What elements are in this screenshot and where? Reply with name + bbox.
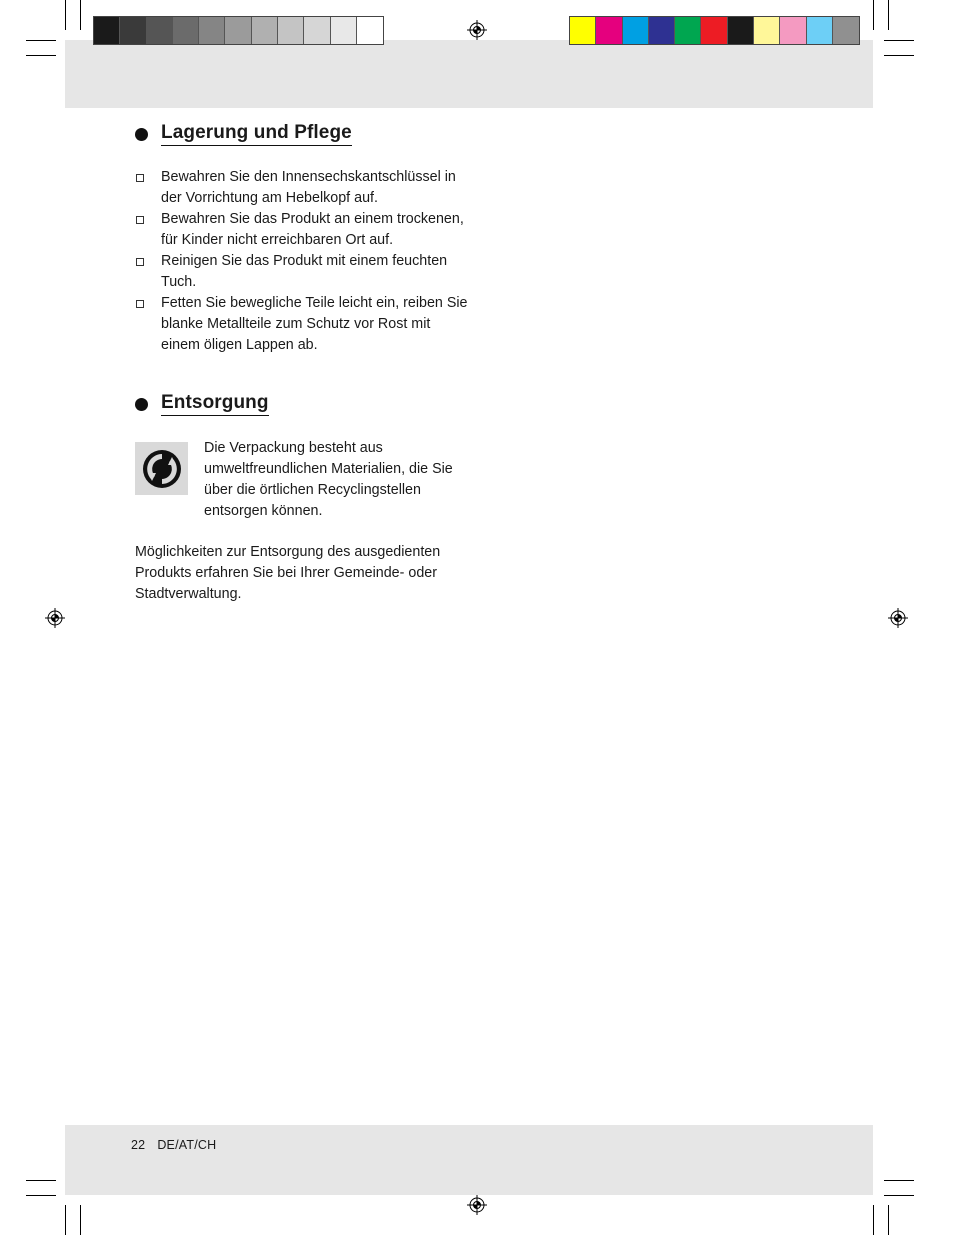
color-swatch — [570, 17, 596, 44]
color-swatch — [675, 17, 701, 44]
gray-swatch — [225, 17, 251, 44]
gray-swatch — [94, 17, 120, 44]
footer-band — [65, 1125, 873, 1195]
crop-mark — [873, 0, 874, 30]
color-swatch — [728, 17, 754, 44]
color-swatch — [780, 17, 806, 44]
disposal-heading — [135, 392, 470, 416]
product-disposal-text: Möglichkeiten zur Entsorgung des ausgedienten Produkts erfahren Sie bei Ihrer Gemeinde- oder Stadtverwaltung. — [135, 544, 441, 602]
list-item: Bewahren Sie den Innensechskantschlüssel in der Vorrichtung am Hebelkopf auf. — [135, 167, 470, 209]
gray-swatch — [304, 17, 330, 44]
page-footer — [131, 1138, 216, 1152]
bullet-dot-icon — [135, 128, 148, 141]
gray-swatch — [199, 17, 225, 44]
gray-swatch — [252, 17, 278, 44]
crop-mark — [65, 0, 66, 30]
care-title: Lagerung und Pflege — [161, 122, 352, 146]
list-item: Fetten Sie bewegliche Teile leicht ein, reiben Sie blanke Metallteile zum Schutz vor Rost mit einem öligen Lappen ab. — [135, 293, 470, 356]
registration-mark-icon — [888, 608, 908, 628]
crop-mark — [888, 1205, 889, 1235]
gray-swatch — [120, 17, 146, 44]
crop-mark — [884, 1195, 914, 1196]
crop-mark — [26, 1180, 56, 1181]
packaging-text: Die Verpackung besteht aus umweltfreundlichen Materialien, die Sie über die örtlichen Recyclingstellen entsorgen können. — [204, 440, 453, 519]
color-swatch — [833, 17, 859, 44]
color-swatch — [754, 17, 780, 44]
page-number: 22 — [131, 1138, 146, 1152]
care-section — [135, 122, 470, 356]
gray-swatch — [173, 17, 199, 44]
packaging-note — [135, 438, 470, 522]
crop-mark — [884, 1180, 914, 1181]
list-item: Reinigen Sie das Produkt mit einem feuchten Tuch. — [135, 251, 470, 293]
crop-mark — [26, 55, 56, 56]
color-swatch — [623, 17, 649, 44]
list-item: Bewahren Sie das Produkt an einem trockenen, für Kinder nicht erreichbaren Ort auf. — [135, 209, 470, 251]
locale-label: DE/AT/CH — [157, 1138, 217, 1152]
grayscale-color-bar — [93, 16, 384, 45]
care-list — [135, 167, 470, 356]
registration-mark-icon — [45, 608, 65, 628]
crop-mark — [65, 1205, 66, 1235]
process-color-bar — [569, 16, 860, 45]
color-swatch — [596, 17, 622, 44]
crop-mark — [884, 40, 914, 41]
registration-mark-icon — [467, 20, 487, 40]
checkbox-square-icon — [136, 258, 144, 266]
gray-swatch — [147, 17, 173, 44]
crop-mark — [884, 55, 914, 56]
gray-swatch — [278, 17, 304, 44]
disposal-title: Entsorgung — [161, 392, 269, 416]
crop-mark — [26, 40, 56, 41]
crop-mark — [873, 1205, 874, 1235]
recycling-green-dot-icon — [135, 442, 188, 495]
care-heading — [135, 122, 470, 146]
checkbox-square-icon — [136, 216, 144, 224]
bullet-dot-icon — [135, 398, 148, 411]
crop-mark — [26, 1195, 56, 1196]
checkbox-square-icon — [136, 300, 144, 308]
registration-mark-icon — [467, 1195, 487, 1215]
checkbox-square-icon — [136, 174, 144, 182]
gray-swatch — [357, 17, 383, 44]
header-band — [65, 40, 873, 108]
crop-mark — [888, 0, 889, 30]
crop-mark — [80, 0, 81, 30]
gray-swatch — [331, 17, 357, 44]
color-swatch — [807, 17, 833, 44]
disposal-section — [135, 392, 470, 605]
color-swatch — [649, 17, 675, 44]
color-swatch — [701, 17, 727, 44]
crop-mark — [80, 1205, 81, 1235]
